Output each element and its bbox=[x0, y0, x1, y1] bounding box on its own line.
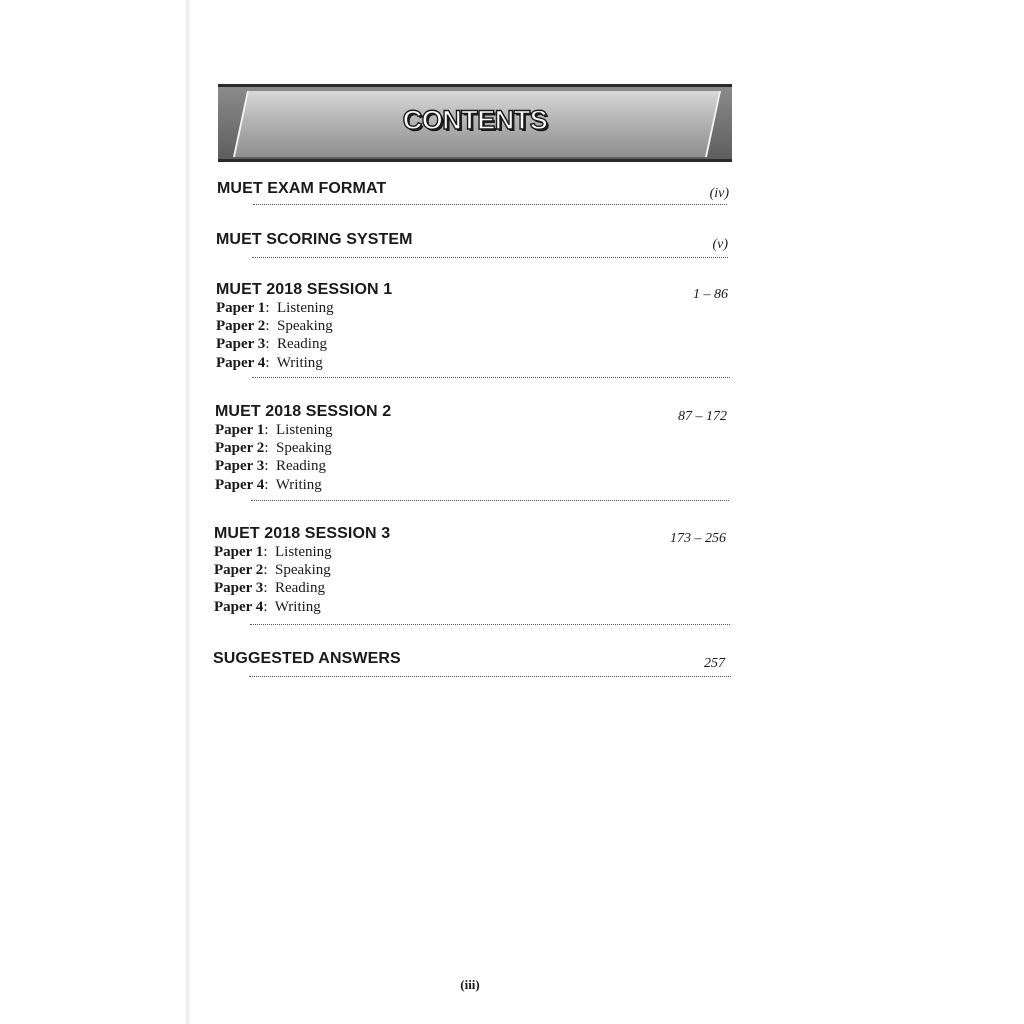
paper-item: Paper 1: Listening bbox=[216, 300, 334, 316]
entry-page-number: (iv) bbox=[709, 186, 729, 201]
entry-page-number: (v) bbox=[712, 237, 728, 252]
toc-entry-suggested-answers bbox=[213, 650, 729, 671]
entry-title: MUET SCORING SYSTEM bbox=[216, 231, 413, 248]
paper-label: Paper 3 bbox=[214, 580, 264, 597]
entry-title: MUET 2018 SESSION 3 bbox=[214, 525, 391, 542]
dotted-leader bbox=[253, 204, 727, 205]
paper-item: Paper 1: Listening bbox=[214, 544, 332, 560]
entry-title: MUET 2018 SESSION 2 bbox=[215, 403, 392, 420]
page-edge bbox=[186, 0, 190, 1024]
toc-entry-scoring-system bbox=[216, 231, 732, 252]
entry-page-number: 173 – 256 bbox=[670, 531, 726, 546]
entry-title: SUGGESTED ANSWERS bbox=[213, 650, 401, 667]
paper-name: Speaking bbox=[275, 440, 332, 457]
paper-label: Paper 2 bbox=[216, 318, 266, 335]
paper-name: Writing bbox=[276, 354, 323, 371]
toc-entry-session-1 bbox=[216, 281, 732, 372]
paper-name: Writing bbox=[275, 476, 322, 493]
paper-item: Paper 2: Speaking bbox=[214, 562, 331, 579]
paper-label: Paper 1 bbox=[215, 422, 265, 438]
entry-page-number: 87 – 172 bbox=[678, 409, 727, 424]
paper-label: Paper 2 bbox=[215, 440, 265, 457]
dotted-leader bbox=[251, 500, 729, 501]
dotted-leader bbox=[252, 257, 728, 258]
paper-item: Paper 3: Reading bbox=[216, 336, 327, 353]
paper-item: Paper 2: Speaking bbox=[216, 318, 333, 335]
dotted-leader bbox=[252, 377, 730, 378]
paper-name: Reading bbox=[275, 458, 326, 475]
paper-item: Paper 4: Writing bbox=[215, 476, 322, 493]
paper-list bbox=[216, 299, 732, 372]
paper-item: Paper 2: Speaking bbox=[215, 440, 332, 457]
toc-entry-session-3 bbox=[214, 525, 730, 616]
paper-name: Listening bbox=[276, 300, 334, 316]
toc-entry-session-2 bbox=[215, 403, 731, 494]
dotted-leader bbox=[250, 624, 730, 625]
paper-item: Paper 4: Writing bbox=[216, 354, 323, 371]
entry-page-number: 1 – 86 bbox=[693, 287, 728, 302]
paper-label: Paper 4 bbox=[215, 476, 265, 493]
page-number-footer: (iii) bbox=[460, 977, 480, 992]
toc-entry-exam-format bbox=[217, 180, 733, 201]
paper-item: Paper 1: Listening bbox=[215, 422, 333, 438]
paper-item: Paper 3: Reading bbox=[215, 458, 326, 475]
paper-label: Paper 1 bbox=[214, 544, 264, 560]
paper-name: Listening bbox=[274, 544, 332, 560]
paper-item: Paper 4: Writing bbox=[214, 598, 321, 615]
paper-name: Reading bbox=[276, 336, 327, 353]
paper-label: Paper 4 bbox=[216, 354, 266, 371]
paper-list bbox=[215, 421, 731, 494]
paper-name: Speaking bbox=[274, 562, 331, 579]
paper-label: Paper 4 bbox=[214, 598, 264, 615]
page-title: CONTENTS bbox=[402, 105, 548, 135]
entry-title: MUET EXAM FORMAT bbox=[217, 180, 387, 197]
paper-name: Reading bbox=[274, 580, 325, 597]
contents-banner bbox=[218, 84, 732, 162]
paper-list bbox=[214, 543, 730, 616]
paper-label: Paper 1 bbox=[216, 300, 266, 316]
dotted-leader bbox=[249, 676, 731, 677]
paper-label: Paper 2 bbox=[214, 562, 264, 579]
paper-label: Paper 3 bbox=[216, 336, 266, 353]
paper-name: Writing bbox=[274, 598, 321, 615]
paper-name: Speaking bbox=[276, 318, 333, 335]
paper-item: Paper 3: Reading bbox=[214, 580, 325, 597]
paper-label: Paper 3 bbox=[215, 458, 265, 475]
paper-name: Listening bbox=[275, 422, 333, 438]
entry-page-number: 257 bbox=[704, 656, 725, 671]
entry-title: MUET 2018 SESSION 1 bbox=[216, 281, 393, 298]
